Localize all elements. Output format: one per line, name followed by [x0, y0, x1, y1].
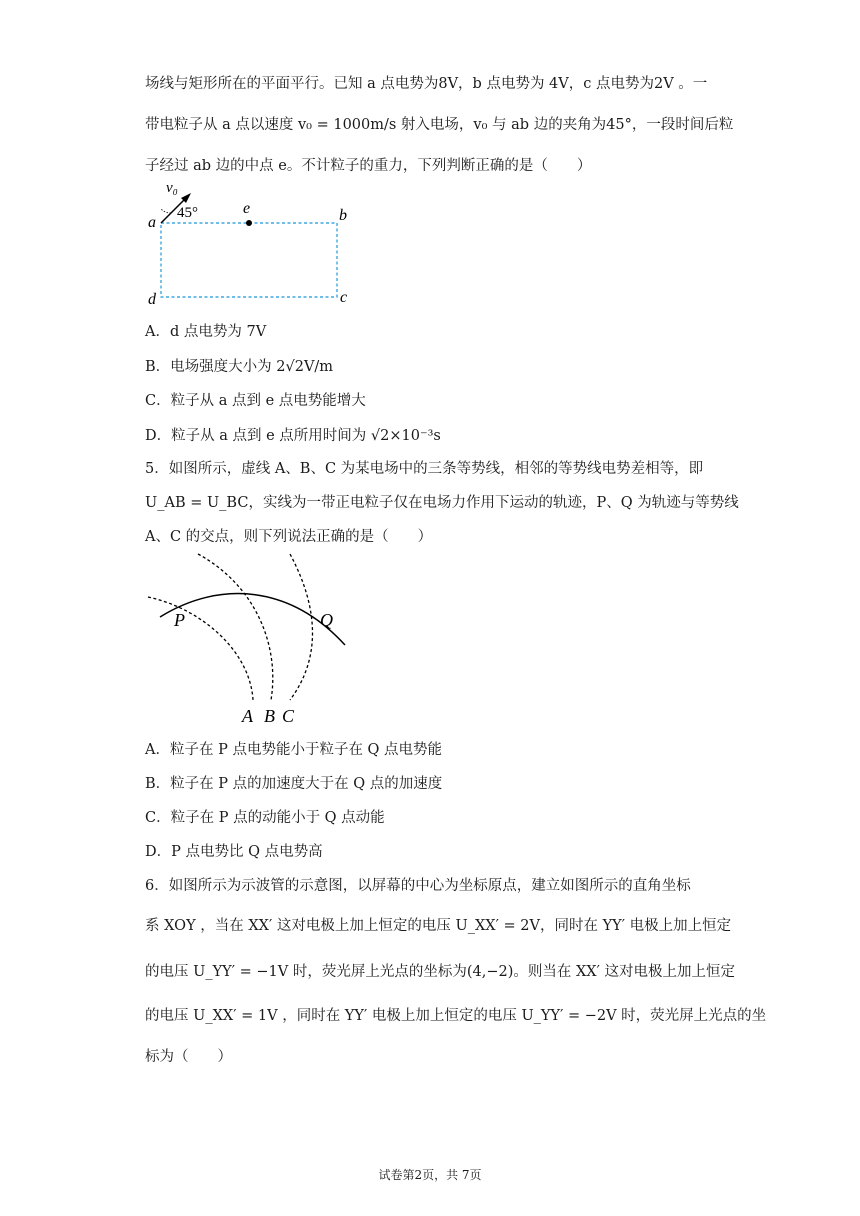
angle-label: 45° — [177, 205, 198, 221]
point-e-label: e — [243, 200, 251, 217]
line-b-label: B — [264, 706, 275, 726]
equipotential-a — [148, 597, 253, 700]
q5-option-c: C．粒子在 P 点的动能小于 Q 点动能 — [145, 810, 385, 826]
dashed-rectangle — [161, 223, 337, 297]
q5-text-line-2: U_AB = U_BC，实线为一带正电粒子仅在电场力作用下运动的轨迹，P、Q 为轨迹与等势线 — [145, 495, 739, 511]
q4-option-d: D．粒子从 a 点到 e 点所用时间为 √2×10⁻³s — [145, 428, 441, 444]
q5-option-d: D．P 点电势比 Q 点电势高 — [145, 844, 323, 860]
q4-option-a: A．d 点电势为 7V — [145, 324, 267, 340]
q5-option-a: A．粒子在 P 点电势能小于粒子在 Q 点电势能 — [145, 742, 443, 758]
q4-text-line-3: 子经过 ab 边的中点 e。不计粒子的重力，下列判断正确的是（ ） — [145, 158, 592, 174]
point-b-label: b — [339, 207, 347, 224]
q4-rectangle-figure — [140, 176, 370, 308]
equipotential-b — [198, 554, 273, 700]
equipotential-c — [290, 554, 313, 700]
point-p-label: P — [174, 610, 185, 630]
q4-option-c: C．粒子从 a 点到 e 点电势能增大 — [145, 393, 366, 409]
q4-text-line-1: 场线与矩形所在的平面平行。已知 a 点电势为8V，b 点电势为 4V，c 点电势为2V 。一 — [145, 76, 708, 92]
q5-text-line-1: 5．如图所示，虚线 A、B、C 为某电场中的三条等势线，相邻的等势线电势差相等，即 — [145, 461, 704, 477]
q6-text-line-4: 的电压 U_XX′ = 1V ，同时在 YY′ 电极上加上恒定的电压 U_YY′ = −2V 时，荧光屏上光点的坐 — [145, 1008, 767, 1024]
q6-text-line-3: 的电压 U_YY′ = −1V 时，荧光屏上光点的坐标为(4,−2)。则当在 XX′ 这对电极上加上恒定 — [145, 964, 736, 980]
q4-text-line-2: 带电粒子从 a 点以速度 v₀ = 1000m/s 射入电场，v₀ 与 ab 边的夹角为45°，一段时间后粒 — [145, 117, 734, 133]
point-q-label: Q — [320, 610, 333, 630]
point-d-label: d — [148, 291, 156, 308]
q5-option-b: B．粒子在 P 点的加速度大于在 Q 点的加速度 — [145, 776, 443, 792]
line-c-label: C — [282, 706, 295, 726]
point-a-label: a — [148, 214, 156, 231]
q6-text-line-5: 标为（ ） — [145, 1049, 232, 1065]
line-a-label: A — [242, 706, 253, 726]
particle-trajectory — [160, 594, 345, 645]
q5-text-line-3: A、C 的交点，则下列说法正确的是（ ） — [145, 529, 433, 545]
v0-label: v₀ — [166, 180, 178, 196]
q4-option-b: B．电场强度大小为 2√2V/m — [145, 359, 334, 375]
q6-text-line-2: 系 XOY ，当在 XX′ 这对电极上加上恒定的电压 U_XX′ = 2V，同时在 YY′ 电极上加上恒定 — [145, 918, 732, 934]
page-footer: 试卷第2页，共 7页 — [378, 1168, 482, 1182]
q5-equipotential-figure — [140, 550, 360, 726]
q6-text-line-1: 6．如图所示为示波管的示意图，以屏幕的中心为坐标原点，建立如图所示的直角坐标 — [145, 878, 691, 894]
point-c-label: c — [340, 289, 348, 306]
point-e-dot — [246, 220, 252, 226]
